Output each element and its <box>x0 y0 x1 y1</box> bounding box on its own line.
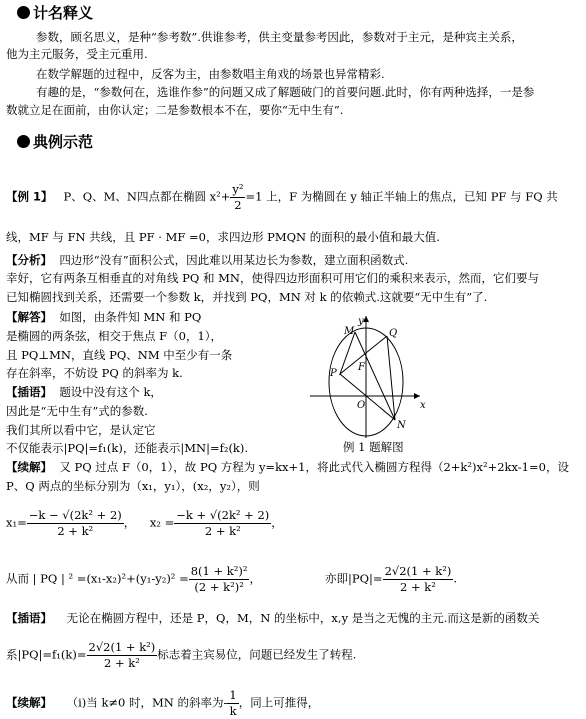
insert-1-line-4: 不仅能表示|PQ|=f₁(k)，还能表示|MN|=f₂(k). <box>6 441 249 455</box>
pq-fraction: $\frac{\text{2√2(1 + k²)}}{\text{2 + k²}}$ <box>384 564 452 594</box>
label-o: O <box>357 400 366 411</box>
figure-caption: 例 1 题解图 <box>343 440 404 454</box>
para-3-cont: 数就立足在面前，由你认定；二是参数根本不在，要你“无中生有”. <box>6 103 344 117</box>
label-q: Q <box>389 328 398 339</box>
label-m: M <box>344 326 355 337</box>
formula-pq: 亦即|PQ|= $\frac{\text{2√2(1 + k²)}}{\text{2 + k²}}$ . <box>325 564 457 594</box>
bullet-icon <box>17 6 30 19</box>
example-1-line-1: 【例 1】 P、Q、M、N四点都在椭圆 x²+ $\frac{\text{y²}}{2}$ =1 上，F 为椭圆在 y 轴正半轴上的焦点，已知 PF 与 FQ 共 <box>6 182 558 212</box>
insert-2-line-2: 系|PQ|=f₁(k)= $\frac{\text{2√2(1 + k²)}}{\text{2 + k²}}$ 标志着主宾易位，问题已经发生了转程. <box>6 640 357 670</box>
chord-pn <box>340 374 395 420</box>
analysis-line-2: 幸好，它有两条互相垂直的对角线 PQ 和 MN，使得四边形面积可用它们的乘积来表示，然而，它们要与 <box>6 271 539 285</box>
para-3: 有趣的是，“参数何在，选谁作参”的问题又成了解题破门的首要问题.此时，你有两种选择，一是参 <box>36 85 535 99</box>
section-title-examples: 典例示范 <box>17 131 93 152</box>
insert-1-line-1: 【插语】 题设中没有这个 k， <box>6 385 162 399</box>
pq-squared-fraction: $\frac{\text{8(1 + k²)²}}{\text{(2 + k²)²}}$ <box>190 564 248 594</box>
analysis-line-3: 已知椭圆找到关系，还需要一个参数 k，并找到 PQ，MN 对 k 的依赖式.这就要“无中生有”了. <box>6 290 488 304</box>
ellipse-figure <box>300 312 435 442</box>
formula-x1-x2: x₁= $\frac{\text{−k − √(2k² + 2)}}{\text{2 + k²}}$ ， x₂ = $\frac{\text{−k + √(2k² + 2)}}{\text{2 + k²}}$ ， <box>6 508 283 538</box>
solution-line-3: 且 PQ⊥MN，直线 PQ、NM 中至少有一条 <box>6 348 233 362</box>
para-1: 参数，顾名思义，是种“参考数”.供谁参考，供主变量参考因此，参数对于主元，是种宾主关系， <box>36 30 523 44</box>
x-axis-arrow-icon <box>414 393 420 399</box>
continue-2-line-1: 【续解】 （ⅰ)当 k≠0 时，MN 的斜率为- $\frac{1}{k}$ ，同上可推得， <box>6 688 320 718</box>
x2-fraction: $\frac{\text{−k + √(2k² + 2)}}{\text{2 + k²}}$ <box>176 508 270 538</box>
para-2: 在数学解题的过程中，反客为主，由参数唱主角戏的场景也异常精彩. <box>36 67 385 81</box>
y-axis-arrow-icon <box>363 316 369 322</box>
label-x: x <box>420 400 426 411</box>
ellipse-fraction: $\frac{\text{y²}}{2}$ <box>232 182 244 212</box>
label-f: F <box>358 362 365 373</box>
insert-2-fraction: $\frac{\text{2√2(1 + k²)}}{\text{2 + k²}}$ <box>88 640 156 670</box>
para-1-cont: 他为主元服务，受主元重用. <box>6 47 148 61</box>
label-n: N <box>397 420 406 431</box>
continue-1-line-2: P、Q 两点的坐标分别为（x₁，y₁），(x₂，y₂），则 <box>6 479 260 493</box>
solution-line-2: 是椭圆的两条弦，相交于焦点 F（0，1）， <box>6 329 223 343</box>
solution-line-4: 存在斜率，不妨设 PQ 的斜率为 k. <box>6 366 183 380</box>
x1-fraction: $\frac{\text{−k − √(2k² + 2)}}{\text{2 + k²}}$ <box>28 508 122 538</box>
continue-1-line-1: 【续解】 又 PQ 过点 F（0，1），故 PQ 方程为 y=kx+1，将此式代入椭圆方程得（2+k²)x²+2kx-1=0，设 <box>6 460 569 474</box>
insert-1-line-2: 因此是“无中生有”式的参数. <box>6 404 148 418</box>
slope-fraction: $\frac{1}{k}$ <box>229 688 237 718</box>
insert-2-line-1: 【插语】 无论在椭圆方程中，还是 P，Q，M，N 的坐标中，x,y 是当之无愧的主元.而这是新的函数关 <box>6 611 540 625</box>
analysis-line-1: 【分析】 四边形“没有”面积公式，因此难以用某边长为参数，建立面积函数式. <box>6 253 409 267</box>
section-title-naming: 计名释义 <box>17 2 93 23</box>
label-y: y <box>358 316 364 327</box>
bullet-icon <box>17 135 30 148</box>
insert-1-line-3: 我们其所以看中它，是认定它 <box>6 423 156 437</box>
formula-pq-squared: 从而 | PQ | ² =(x₁-x₂)²+(y₁-y₂)² = $\frac{\text{8(1 + k²)²}}{\text{(2 + k²)²}}$ ， <box>6 564 261 594</box>
example-1-line-2: 线，MF 与 FN 共线，且 PF · MF =0，求四边形 PMQN 的面积的最小值和最大值. <box>6 230 440 244</box>
chord-qn <box>387 336 395 420</box>
solution-line-1: 【解答】 如图，由条件知 MN 和 PQ <box>6 310 202 324</box>
label-p: P <box>330 368 337 379</box>
